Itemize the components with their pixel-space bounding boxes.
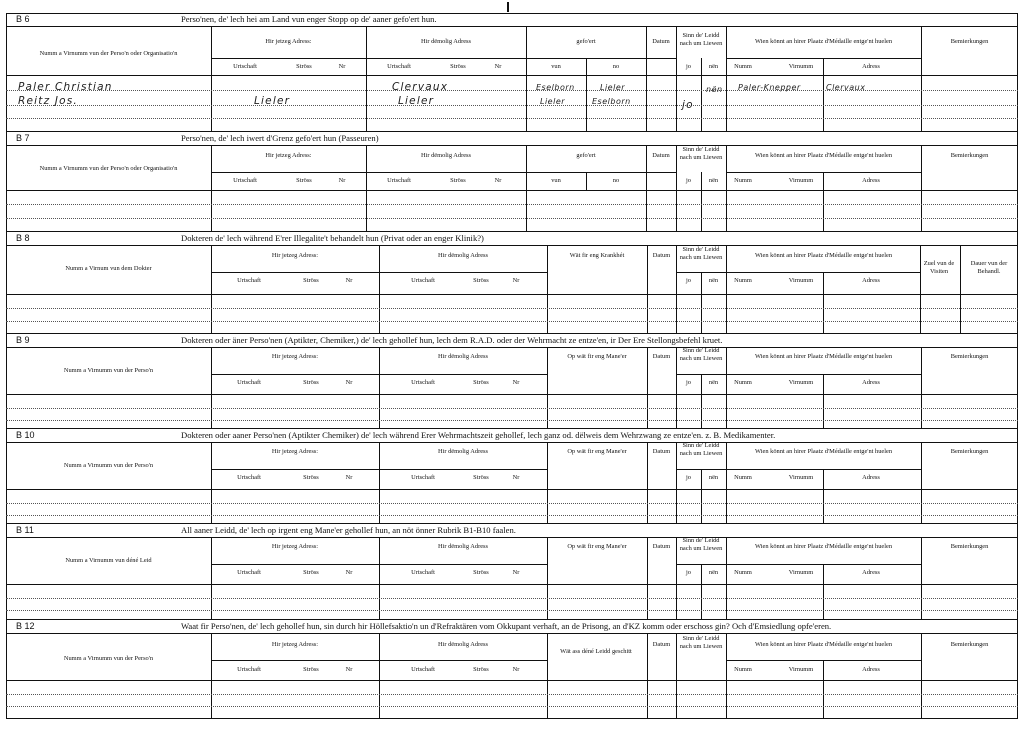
header-date: Datum [652,152,670,159]
header-remarks: Bemierkungen [950,353,989,360]
header-heir-firstname: Virnumm [788,666,814,673]
header-yes: jo [686,379,691,386]
header-heir-firstname: Virnumm [788,379,814,386]
header-yes: jo [686,569,691,576]
header-sub-city: Urtschaft [233,63,257,70]
header-transported: gefo'ert [576,152,596,159]
header-sub-nr: Nr [345,569,353,576]
header-heir-name: Numm [734,474,752,481]
header-method: Op wät fir eng Mane'er [567,353,627,360]
section-b11 [6,524,1018,620]
entry-heir-address: Clervaux [826,83,866,92]
header-sub-nr: Nr [345,277,353,284]
header-current-address: Hir jetzeg Adress: [271,353,319,360]
section-b10 [6,429,1018,524]
header-date: Datum [652,543,671,550]
section-code: B 6 [16,14,30,24]
section-title: Waat fir Perso'nen, de' lech gehollef hun, sin durch hir Höllefsaktio'n un d'Refraktären vom Okkupant verhaft, an de Prisong, an d'KZ komm oder erschoss gin? Och d'Emsiedlung opfe'eren. [181,621,832,631]
section-title-bar [6,132,1018,146]
section-code: B 7 [16,133,30,143]
header-what-happened: Wät ass déné Leidd geschitt [560,648,632,655]
header-alive: Sinn de' Leidd nach um Liewen [679,32,723,47]
header-heir-address: Adress [862,277,880,284]
header-no: nën [708,277,719,284]
header-name: Numm a Virnumm vun der Perso'n [63,462,154,469]
header-name: Numm a Virnumm vun der Perso'n oder Organisatio'n [39,165,178,172]
header-heir-firstname: Virnumm [788,569,814,576]
entry-from-1: Eselborn [536,83,575,92]
header-date: Datum [652,448,671,455]
header-previous-address: Hir dëmolig Adress [437,641,489,648]
header-sub-street: Ströss [473,569,489,576]
header-heir-name: Numm [734,177,752,184]
header-sub-nr: Nr [512,569,520,576]
header-yes: jo [686,63,691,70]
header-sub-nr: Nr [512,379,520,386]
header-transported: gefo'ert [576,38,596,45]
section-title: Dokteren de' lech während E'rer Illegalite't behandelt hun (Privat oder an enger Klinik?) [181,233,484,243]
header-current-address: Hir jetzeg Adress: [265,152,312,159]
header-heir-address: Adress [862,379,880,386]
header-sub-street: Ströss [296,63,312,70]
header-yes: jo [686,474,691,481]
header-heir-address: Adress [862,569,880,576]
section-title: Dokteren oder aaner Perso'nen (Aptikter Chemiker) de' lech während Erer Wehrmachtszeit gehollef, lech ganz od. dëlweis dem Wehrzwang ze entze'en. z. B. Medikamenter. [181,430,776,440]
header-sub-street: Ströss [450,177,466,184]
header-heir-firstname: Virnumm [788,177,814,184]
header-sub-nr: Nr [338,177,346,184]
header-heir-name: Numm [734,63,752,70]
header-heir-name: Numm [734,569,752,576]
entry-to-1: Lieler [600,83,626,92]
section-title: Dokteren oder äner Perso'nen (Aptikter, Chemiker,) de' lech gehollef hun, lech dem R.A.D. oder der Wehrmacht ze entze'en, ir Der Ere Stellongsbefehl kruet. [181,335,723,345]
header-sub-street: Ströss [473,379,489,386]
entry-name-2: Reitz Jos. [18,95,78,107]
header-to: no [612,63,620,70]
entry-alive-yes-2: jo [682,99,694,111]
section-code: B 9 [16,335,30,345]
header-sub-street: Ströss [473,474,489,481]
header-name: Numm a Virnumm vun der Perso'n [63,367,154,374]
header-alive: Sinn de' Leidd nach um Liewen [679,635,723,650]
header-treatment-duration: Dauer vun der Behandl. [970,260,1008,275]
header-sub-city: Urtschaft [411,474,435,481]
header-heir: Wien könnt an hirer Plaatz d'Médaille entge'nt huelen [754,252,893,259]
header-sub-city: Urtschaft [237,474,261,481]
header-sub-street: Ströss [303,277,319,284]
section-title-bar [6,334,1018,348]
section-b9 [6,334,1018,429]
header-sub-nr: Nr [345,379,353,386]
header-alive: Sinn de' Leidd nach um Liewen [679,537,723,552]
header-current-address: Hir jetzeg Adress: [271,252,319,259]
entry-alive-no-1: nën [706,85,723,94]
header-remarks: Bemierkungen [950,641,989,648]
header-sub-nr: Nr [338,63,346,70]
header-heir-name: Numm [734,277,752,284]
header-remarks: Bemierkungen [950,38,989,45]
header-sub-street: Ströss [303,569,319,576]
entry-current-city-2: Lieler [254,95,291,107]
header-from: vun [551,177,561,184]
entry-from-2: Lieler [540,97,566,106]
section-b12 [6,620,1018,719]
header-alive: Sinn de' Leidd nach um Liewen [679,347,723,362]
header-sub-city: Urtschaft [387,177,411,184]
entry-to-2: Eselborn [592,97,631,106]
header-sub-street: Ströss [303,666,319,673]
section-title-bar [6,620,1018,634]
header-method: Op wät fir eng Mane'er [567,543,627,550]
header-remarks: Bemierkungen [950,448,989,455]
header-previous-address: Hir dëmolig Adress [437,543,489,550]
header-sub-street: Ströss [303,474,319,481]
header-sub-city: Urtschaft [411,379,435,386]
header-alive: Sinn de' Leidd nach um Liewen [679,246,723,261]
header-heir: Wien könnt an hirer Plaatz d'Médaille entge'nt huelen [754,38,893,45]
header-previous-address: Hir dëmolig Adress [437,353,489,360]
header-heir-firstname: Virnumm [788,277,814,284]
section-code: B 11 [16,525,34,535]
header-sub-city: Urtschaft [411,666,435,673]
header-sub-street: Ströss [473,666,489,673]
header-heir-address: Adress [862,666,880,673]
header-sub-street: Ströss [303,379,319,386]
header-yes: jo [686,177,691,184]
header-sub-street: Ströss [296,177,312,184]
header-sub-city: Urtschaft [411,569,435,576]
header-heir-address: Adress [862,63,880,70]
header-name: Numm a Virnumm vun déné Leid [65,557,152,564]
section-b6 [6,13,1018,132]
header-heir-name: Numm [734,666,752,673]
header-previous-address: Hir dëmolig Adress [437,252,489,259]
header-illness: Wät fir eng Krankhét [569,252,625,259]
header-to: no [612,177,620,184]
section-code: B 8 [16,233,30,243]
section-title-bar [6,232,1018,246]
header-sub-city: Urtschaft [237,666,261,673]
header-heir: Wien könnt an hirer Plaatz d'Médaille entge'nt huelen [754,641,893,648]
header-heir-address: Adress [862,474,880,481]
header-heir-firstname: Virnumm [788,474,814,481]
header-sub-street: Ströss [473,277,489,284]
header-sub-street: Ströss [450,63,466,70]
header-alive: Sinn de' Leidd nach um Liewen [679,146,723,161]
header-sub-nr: Nr [494,177,502,184]
header-no: nën [708,379,719,386]
header-current-address: Hir jetzeg Adress: [265,38,312,45]
section-b8 [6,232,1018,334]
header-no: nën [708,177,719,184]
header-sub-nr: Nr [512,666,520,673]
header-date: Datum [652,38,670,45]
header-previous-address: Hir dëmolig Adress [420,38,472,45]
header-previous-address: Hir dëmolig Adress [437,448,489,455]
header-sub-city: Urtschaft [237,379,261,386]
section-title-bar [6,524,1018,538]
section-code: B 12 [16,621,35,631]
entry-previous-city-2: Lieler [398,95,435,107]
header-sub-city: Urtschaft [237,569,261,576]
header-heir-firstname: Virnumm [788,63,814,70]
section-title-bar [6,13,1018,27]
header-visits-count: Zuel vun de Visiten [923,260,955,275]
header-heir-address: Adress [862,177,880,184]
header-heir: Wien könnt an hirer Plaatz d'Médaille entge'nt huelen [754,353,893,360]
header-remarks: Bemierkungen [950,543,989,550]
entry-previous-city-1: Clervaux [392,81,449,93]
section-title: Perso'nen, de' lech hei am Land vun enger Stopp op de' aaner gefo'ert hun. [181,14,437,24]
header-heir: Wien könnt an hirer Plaatz d'Médaille entge'nt huelen [754,152,893,159]
section-code: B 10 [16,430,35,440]
section-title: All aaner Leidd, de' lech op irgent eng Mane'er gehollef hun, an nöt önner Rubrik B1-B10 faalen. [181,525,516,535]
header-sub-city: Urtschaft [411,277,435,284]
header-sub-nr: Nr [345,666,353,673]
header-remarks: Bemierkungen [950,152,989,159]
header-name: Numm a Virnumm vun der Perso'n [63,655,154,662]
header-no: nën [708,63,719,70]
header-sub-nr: Nr [512,277,520,284]
section-b7 [6,132,1018,232]
header-date: Datum [652,641,671,648]
header-method: Op wät fir eng Mane'er [567,448,627,455]
header-no: nën [708,569,719,576]
header-previous-address: Hir dëmolig Adress [420,152,472,159]
header-sub-city: Urtschaft [387,63,411,70]
header-date: Datum [652,353,671,360]
header-heir: Wien könnt an hirer Plaatz d'Médaille entge'nt huelen [754,448,893,455]
header-current-address: Hir jetzeg Adress: [271,448,319,455]
top-center-tick [507,2,509,12]
header-sub-nr: Nr [494,63,502,70]
header-from: vun [551,63,561,70]
header-current-address: Hir jetzeg Adress: [271,543,319,550]
header-heir: Wien könnt an hirer Plaatz d'Médaille entge'nt huelen [754,543,893,550]
header-sub-city: Urtschaft [237,277,261,284]
entry-heir-name: Paler-Knepper [738,83,801,92]
header-current-address: Hir jetzeg Adress: [271,641,319,648]
header-yes: jo [686,277,691,284]
entry-name-1: Paler Christian [18,81,113,93]
header-heir-name: Numm [734,379,752,386]
header-sub-city: Urtschaft [233,177,257,184]
header-date: Datum [652,252,671,259]
header-name: Numm a Virnum vun dem Dokter [65,265,152,272]
header-no: nën [708,474,719,481]
section-title-bar [6,429,1018,443]
header-sub-nr: Nr [512,474,520,481]
section-title: Perso'nen, de' lech iwert d'Grenz gefo'ert hun (Passeuren) [181,133,379,143]
header-sub-nr: Nr [345,474,353,481]
header-alive: Sinn de' Leidd nach um Liewen [679,442,723,457]
header-name: Numm a Virnumm vun der Perso'n oder Organisatio'n [39,50,178,57]
